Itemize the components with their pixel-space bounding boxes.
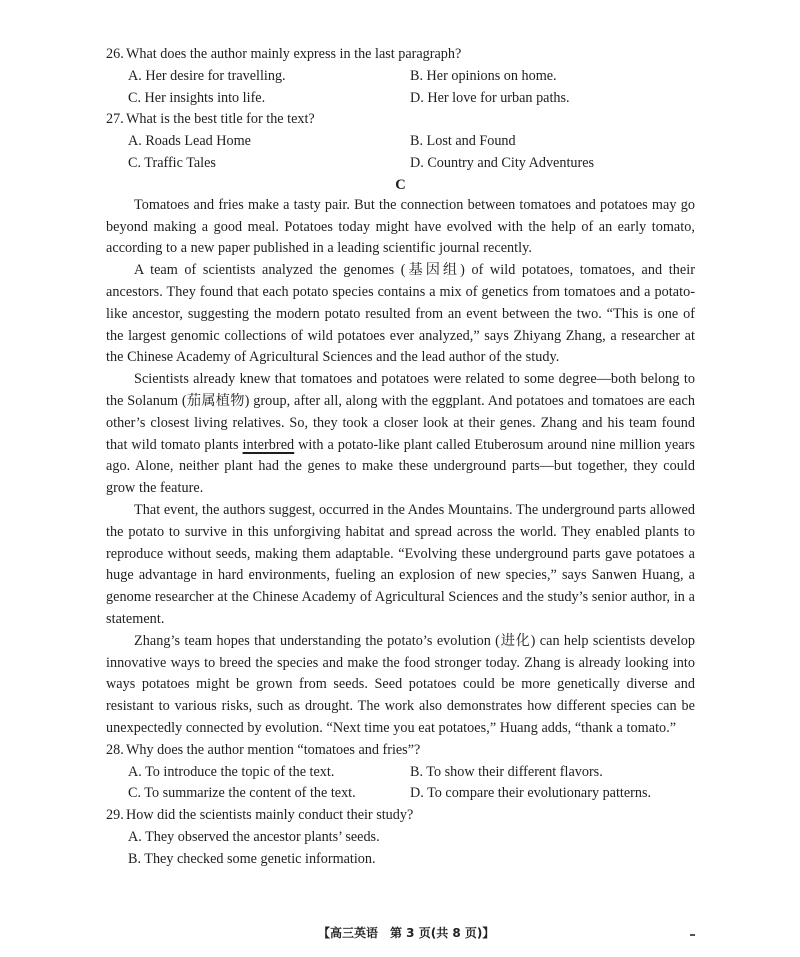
option-a[interactable]: A. Roads Lead Home [128,133,251,150]
option-list [106,827,695,871]
paragraph-text-after: with a potato-like plant called Etuberosum around nine million years ago. Alone, neither plant had the genes to make these underground parts—but together, they could grow the feature. [106,436,695,497]
passage-paragraph-3 [106,369,695,500]
option-d[interactable]: D. Country and City Adventures [410,154,595,171]
question-number: 27. [106,111,124,128]
option-b[interactable]: B. They checked some genetic information. [128,850,376,867]
question-stem [106,740,695,762]
question-28 [106,740,695,805]
option-b[interactable]: B. Her opinions on home. [410,67,557,84]
option-a[interactable]: A. They observed the ancestor plants’ seeds. [128,828,380,845]
paragraph-text-before: Scientists already knew that tomatoes and potatoes were related to some degree—both belong to the Solanum (茄属植物) group, after all, along with the eggplant. And potatoes and tomatoes are each other’s closest living relatives. So, they took a closer look at their genes. Zhang and his team found that wild tomato plants [106,371,695,453]
option-b[interactable]: B. Lost and Found [410,133,516,150]
option-a[interactable]: A. Her desire for travelling. [128,67,286,84]
question-number: 29. [106,807,124,824]
option-d[interactable]: D. Her love for urban paths. [410,89,570,106]
option-a[interactable]: A. To introduce the topic of the text. [128,763,335,780]
page-footer: 【高三英语 第 3 页(共 8 页)】 [318,926,495,940]
option-c[interactable]: C. To summarize the content of the text. [128,785,356,802]
question-29 [106,805,695,870]
passage-paragraph-2: A team of scientists analyzed the genomes (基因组) of wild potatoes, tomatoes, and their ancestors. They found that each potato species contains a mix of genetics from tomatoes and a potato-like ancestor, suggesting the modern potato resulted from an event between the two. “This is one of the largest genomic collections of wild potatoes ever analyzed,” says Zhiyang Zhang, a researcher at the Chinese Academy of Agricultural Sciences and the lead author of the study. [106,262,695,366]
option-list [106,762,695,806]
question-stem [106,44,695,66]
question-27 [106,109,695,174]
option-list [106,66,695,110]
exam-page [106,44,695,870]
question-text: What is the best title for the text? [126,111,315,128]
option-d[interactable]: D. To compare their evolutionary patterns. [410,785,652,802]
question-stem [106,109,695,131]
passage-paragraph-1: Tomatoes and fries make a tasty pair. But the connection between tomatoes and potatoes may go beyond making a good meal. Potatoes today might have evolved with the help of an early tomato, according to a new paper published in a leading scientific journal recently. [106,196,695,257]
option-c[interactable]: C. Traffic Tales [128,154,216,171]
question-26 [106,44,695,109]
passage-paragraph-4: That event, the authors suggest, occurred in the Andes Mountains. The underground parts allowed the potato to survive in this unforgiving habitat and spread across the world. They enabled plants to reproduce without seeds, making them adaptable. “Evolving these underground parts gave potatoes a huge advantage in hard environments, fueling an explosion of new species,” says Sanwen Huang, a genome researcher at the Chinese Academy of Agricultural Sciences and the study’s senior author, in a statement. [106,501,695,627]
option-c[interactable]: C. Her insights into life. [128,89,266,106]
reading-passage-c [106,175,695,740]
option-b[interactable]: B. To show their different flavors. [410,763,603,780]
corner-mark [690,934,695,936]
question-number: 26. [106,46,124,62]
question-text: How did the scientists mainly conduct their study? [126,807,414,824]
option-list [106,131,695,175]
section-label: C [395,176,406,193]
question-text: Why does the author mention “tomatoes and fries”? [126,741,421,758]
passage-paragraph-5: Zhang’s team hopes that understanding the potato’s evolution (进化) can help scientists develop innovative ways to breed the species and make the food stronger today. Zhang is already looking into ways potatoes might be grown from seeds. Seed potatoes could be more genetically diverse and resistant to various risks, such as drought. The work also demonstrates how different species can be unexpectedly connected by evolution. “Next time you eat potatoes,” Huang adds, “thank a tomato.” [106,632,695,736]
underlined-word: interbred [242,436,295,453]
question-stem [106,805,695,827]
question-number: 28. [106,741,124,758]
question-text: What does the author mainly express in the last paragraph? [126,46,462,62]
